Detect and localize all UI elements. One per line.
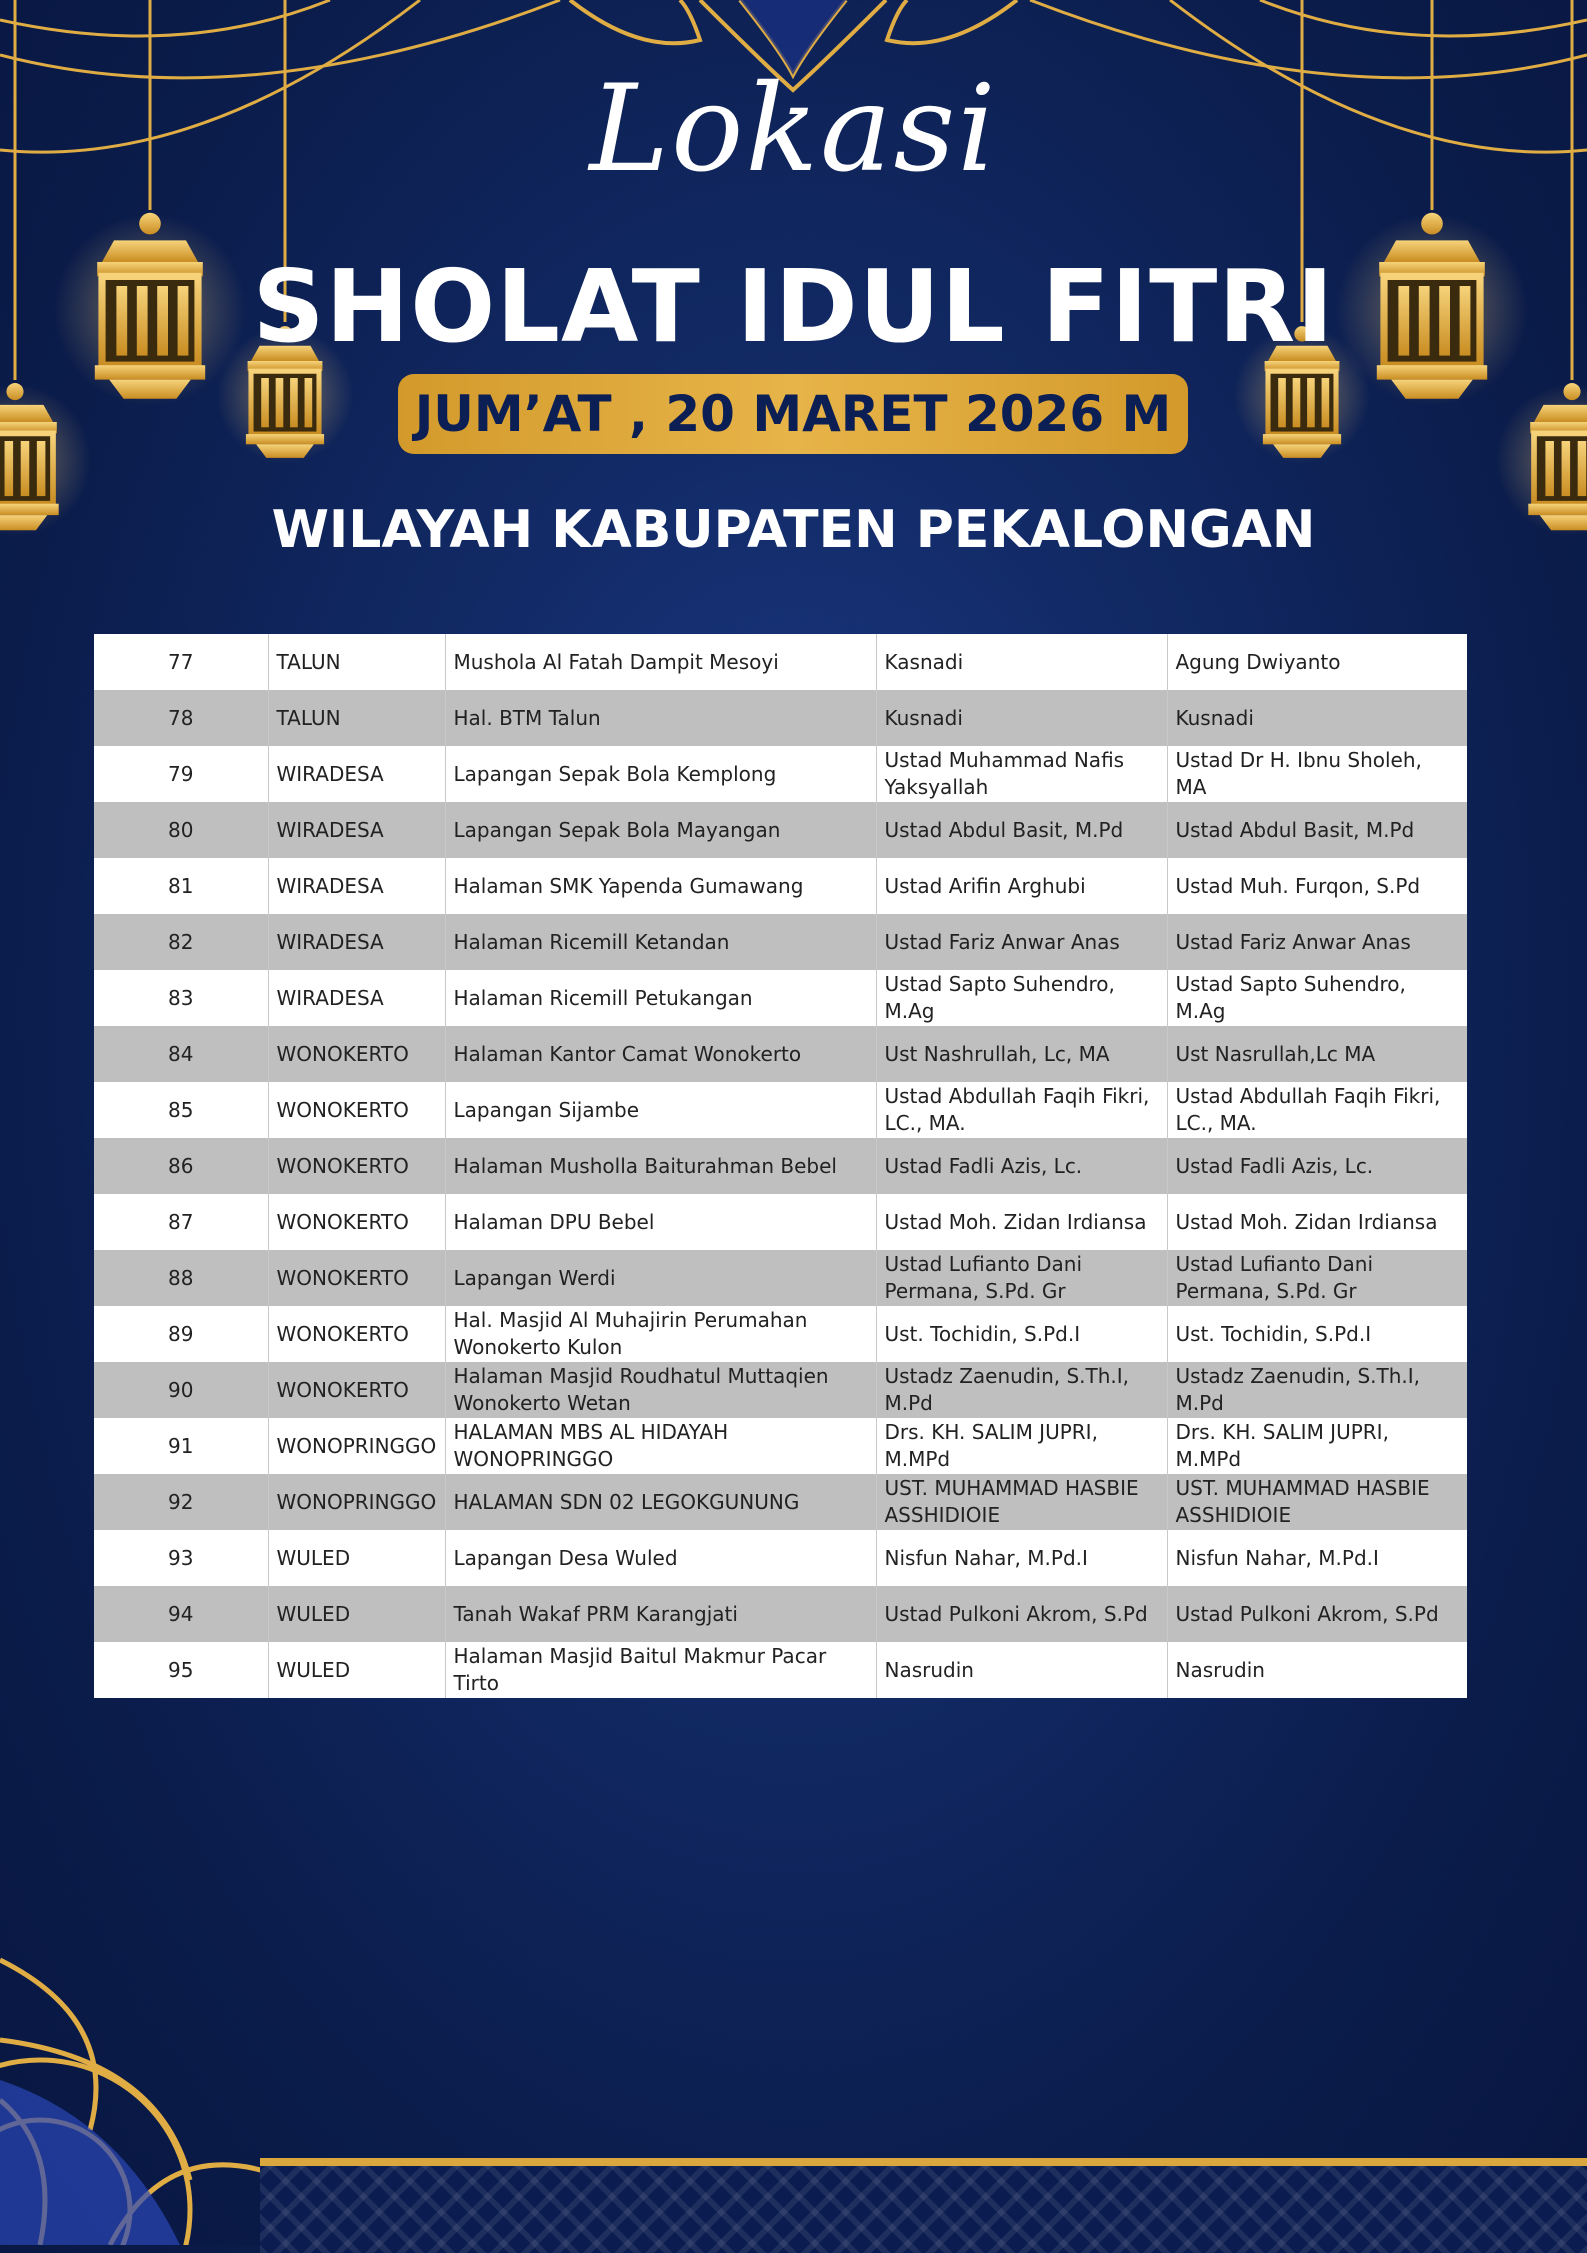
location-cell: HALAMAN SDN 02 LEGOKGUNUNG xyxy=(445,1474,876,1530)
district-cell: WONOPRINGGO xyxy=(268,1474,445,1530)
location-cell: Halaman Ricemill Ketandan xyxy=(445,914,876,970)
row-number: 81 xyxy=(94,858,268,914)
table-row xyxy=(94,1530,1467,1586)
row-number: 90 xyxy=(94,1362,268,1418)
table-row xyxy=(94,1306,1467,1362)
row-number: 92 xyxy=(94,1474,268,1530)
imam-cell: Kusnadi xyxy=(876,690,1167,746)
khatib-cell: Ustad Lufianto Dani Permana, S.Pd. Gr xyxy=(1167,1250,1467,1306)
table-row xyxy=(94,970,1467,1026)
district-cell: WONOKERTO xyxy=(268,1082,445,1138)
row-number: 91 xyxy=(94,1418,268,1474)
district-cell: WONOKERTO xyxy=(268,1306,445,1362)
imam-cell: UST. MUHAMMAD HASBIE ASSHIDIOIE xyxy=(876,1474,1167,1530)
region-heading: WILAYAH KABUPATEN PEKALONGAN xyxy=(271,500,1316,560)
table-row xyxy=(94,914,1467,970)
khatib-cell: Drs. KH. SALIM JUPRI, M.MPd xyxy=(1167,1418,1467,1474)
location-cell: Halaman SMK Yapenda Gumawang xyxy=(445,858,876,914)
row-number: 77 xyxy=(94,634,268,690)
khatib-cell: Agung Dwiyanto xyxy=(1167,634,1467,690)
imam-cell: Ustad Lufianto Dani Permana, S.Pd. Gr xyxy=(876,1250,1167,1306)
row-number: 84 xyxy=(94,1026,268,1082)
imam-cell: Drs. KH. SALIM JUPRI, M.MPd xyxy=(876,1418,1167,1474)
location-cell: Lapangan Desa Wuled xyxy=(445,1530,876,1586)
table-row xyxy=(94,746,1467,802)
page-title: SHOLAT IDUL FITRI xyxy=(252,248,1335,365)
imam-cell: Ustad Fadli Azis, Lc. xyxy=(876,1138,1167,1194)
location-cell: Lapangan Sepak Bola Mayangan xyxy=(445,802,876,858)
row-number: 85 xyxy=(94,1082,268,1138)
table-row xyxy=(94,1250,1467,1306)
khatib-cell: Ustad Moh. Zidan Irdiansa xyxy=(1167,1194,1467,1250)
district-cell: WONOKERTO xyxy=(268,1250,445,1306)
imam-cell: Ustadz Zaenudin, S.Th.I, M.Pd xyxy=(876,1362,1167,1418)
imam-cell: Ustad Pulkoni Akrom, S.Pd xyxy=(876,1586,1167,1642)
row-number: 82 xyxy=(94,914,268,970)
location-cell: HALAMAN MBS AL HIDAYAH WONOPRINGGO xyxy=(445,1418,876,1474)
script-title: Lokasi xyxy=(589,60,998,199)
khatib-cell: Ustad Sapto Suhendro, M.Ag xyxy=(1167,970,1467,1026)
khatib-cell: Ust Nasrullah,Lc MA xyxy=(1167,1026,1467,1082)
district-cell: WULED xyxy=(268,1586,445,1642)
location-table xyxy=(94,634,1467,1698)
district-cell: WONOKERTO xyxy=(268,1026,445,1082)
khatib-cell: Nasrudin xyxy=(1167,1642,1467,1698)
location-cell: Lapangan Werdi xyxy=(445,1250,876,1306)
location-cell: Halaman Kantor Camat Wonokerto xyxy=(445,1026,876,1082)
table-row xyxy=(94,634,1467,690)
khatib-cell: Ustad Fariz Anwar Anas xyxy=(1167,914,1467,970)
district-cell: WULED xyxy=(268,1530,445,1586)
table-row xyxy=(94,1586,1467,1642)
district-cell: WIRADESA xyxy=(268,746,445,802)
imam-cell: Ustad Sapto Suhendro, M.Ag xyxy=(876,970,1167,1026)
imam-cell: Ustad Abdul Basit, M.Pd xyxy=(876,802,1167,858)
district-cell: WONOKERTO xyxy=(268,1362,445,1418)
khatib-cell: Ustad Fadli Azis, Lc. xyxy=(1167,1138,1467,1194)
district-cell: WIRADESA xyxy=(268,802,445,858)
row-number: 78 xyxy=(94,690,268,746)
row-number: 94 xyxy=(94,1586,268,1642)
khatib-cell: UST. MUHAMMAD HASBIE ASSHIDIOIE xyxy=(1167,1474,1467,1530)
imam-cell: Ustad Moh. Zidan Irdiansa xyxy=(876,1194,1167,1250)
location-cell: Halaman Ricemill Petukangan xyxy=(445,970,876,1026)
district-cell: WIRADESA xyxy=(268,914,445,970)
imam-cell: Ust Nashrullah, Lc, MA xyxy=(876,1026,1167,1082)
district-cell: WONOPRINGGO xyxy=(268,1418,445,1474)
district-cell: WONOKERTO xyxy=(268,1138,445,1194)
district-cell: TALUN xyxy=(268,690,445,746)
table-row xyxy=(94,690,1467,746)
location-cell: Halaman Masjid Baitul Makmur Pacar Tirto xyxy=(445,1642,876,1698)
district-cell: WIRADESA xyxy=(268,858,445,914)
khatib-cell: Ust. Tochidin, S.Pd.I xyxy=(1167,1306,1467,1362)
table-row xyxy=(94,1474,1467,1530)
location-cell: Hal. Masjid Al Muhajirin Perumahan Wonokerto Kulon xyxy=(445,1306,876,1362)
district-cell: TALUN xyxy=(268,634,445,690)
table-row xyxy=(94,1138,1467,1194)
district-cell: WONOKERTO xyxy=(268,1194,445,1250)
location-cell: Lapangan Sepak Bola Kemplong xyxy=(445,746,876,802)
row-number: 95 xyxy=(94,1642,268,1698)
khatib-cell: Ustadz Zaenudin, S.Th.I, M.Pd xyxy=(1167,1362,1467,1418)
location-cell: Halaman Masjid Roudhatul Muttaqien Wonokerto Wetan xyxy=(445,1362,876,1418)
row-number: 80 xyxy=(94,802,268,858)
imam-cell: Kasnadi xyxy=(876,634,1167,690)
khatib-cell: Kusnadi xyxy=(1167,690,1467,746)
table-row xyxy=(94,1362,1467,1418)
location-cell: Halaman Musholla Baiturahman Bebel xyxy=(445,1138,876,1194)
row-number: 83 xyxy=(94,970,268,1026)
date-badge: JUM’AT , 20 MARET 2026 M xyxy=(398,374,1188,454)
row-number: 79 xyxy=(94,746,268,802)
table-row xyxy=(94,1642,1467,1698)
row-number: 89 xyxy=(94,1306,268,1362)
district-cell: WIRADESA xyxy=(268,970,445,1026)
location-cell: Halaman DPU Bebel xyxy=(445,1194,876,1250)
location-cell: Lapangan Sijambe xyxy=(445,1082,876,1138)
khatib-cell: Ustad Pulkoni Akrom, S.Pd xyxy=(1167,1586,1467,1642)
khatib-cell: Ustad Abdullah Faqih Fikri, LC., MA. xyxy=(1167,1082,1467,1138)
location-cell: Hal. BTM Talun xyxy=(445,690,876,746)
row-number: 93 xyxy=(94,1530,268,1586)
imam-cell: Nasrudin xyxy=(876,1642,1167,1698)
imam-cell: Ustad Arifin Arghubi xyxy=(876,858,1167,914)
imam-cell: Nisfun Nahar, M.Pd.I xyxy=(876,1530,1167,1586)
district-cell: WULED xyxy=(268,1642,445,1698)
table-row xyxy=(94,1418,1467,1474)
imam-cell: Ustad Muhammad Nafis Yaksyallah xyxy=(876,746,1167,802)
location-cell: Tanah Wakaf PRM Karangjati xyxy=(445,1586,876,1642)
table-row xyxy=(94,1026,1467,1082)
imam-cell: Ustad Abdullah Faqih Fikri, LC., MA. xyxy=(876,1082,1167,1138)
row-number: 88 xyxy=(94,1250,268,1306)
khatib-cell: Ustad Muh. Furqon, S.Pd xyxy=(1167,858,1467,914)
row-number: 86 xyxy=(94,1138,268,1194)
table-row xyxy=(94,1082,1467,1138)
row-number: 87 xyxy=(94,1194,268,1250)
table-row xyxy=(94,858,1467,914)
location-cell: Mushola Al Fatah Dampit Mesoyi xyxy=(445,634,876,690)
khatib-cell: Ustad Abdul Basit, M.Pd xyxy=(1167,802,1467,858)
table-row xyxy=(94,1194,1467,1250)
bottom-ornament-band xyxy=(260,2158,1587,2253)
khatib-cell: Ustad Dr H. Ibnu Sholeh, MA xyxy=(1167,746,1467,802)
imam-cell: Ustad Fariz Anwar Anas xyxy=(876,914,1167,970)
table-row xyxy=(94,802,1467,858)
imam-cell: Ust. Tochidin, S.Pd.I xyxy=(876,1306,1167,1362)
khatib-cell: Nisfun Nahar, M.Pd.I xyxy=(1167,1530,1467,1586)
